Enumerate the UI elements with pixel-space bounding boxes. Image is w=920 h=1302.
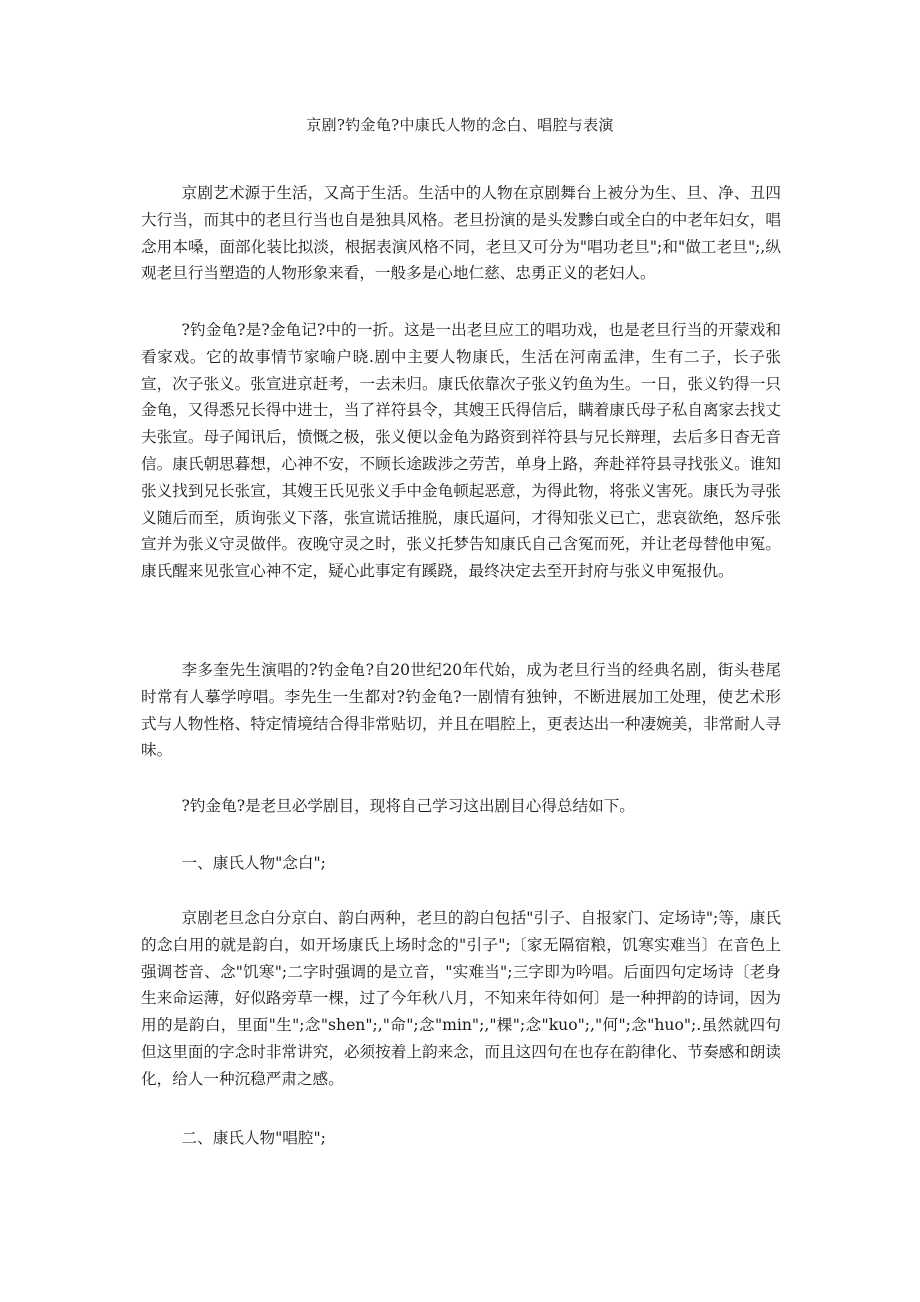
section-heading-recitation: 一、康氏人物"念白"; — [181, 854, 326, 872]
paragraph-intro: 京剧艺术源于生活，又高于生活。生活中的人物在京剧舞台上被分为生、旦、净、丑四大行当，而其中的老旦行当也自是独具风格。老旦扮演的是头发黪白或全白的中老年妇女，唱念用本嗓，面部化装比拟淡，根据表演风格不同，老旦又可分为"唱功老旦";和"做工老旦";,纵观老旦行当塑造的人物形象来看，一般多是心地仁慈、忠勇正义的老妇人。 — [141, 184, 781, 283]
paragraph-recitation: 京剧老旦念白分京白、韵白两种，老旦的韵白包括"引子、自报家门、定场诗";等，康氏的念白用的就是韵白，如开场康氏上场时念的"引子";〔家无隔宿粮，饥寒实难当〕在音色上强调苍音、念"饥寒";二字时强调的是立音，"实难当";三字即为吟唱。后面四句定场诗〔老身生来命运薄，好似路旁草一棵，过了今年秋八月，不知来年待如何〕是一种押韵的诗词，因为用的是韵白，里面"生";念"shen";,"命";念"min";,"棵";念"kuo";,"何";念"huo";.虽然就四句但这里面的字念时非常讲究，必须按着上韵来念，而且这四句在也存在韵律化、节奏感和朗读化，给人一种沉稳严肃之感。 — [141, 909, 781, 1088]
paragraph-story: ?钓金龟?是?金龟记?中的一折。这是一出老旦应工的唱功戏，也是老旦行当的开蒙戏和看家戏。它的故事情节家喻户晓.剧中主要人物康氏，生活在河南孟津，生有二子，长子张宣，次子张义。张宣进京赶考，一去未归。康氏依靠次子张义钓鱼为生。一日，张义钓得一只金龟，又得悉兄长得中进士，当了祥符县令，其嫂王氏得信后，瞒着康氏母子私自离家去找丈夫张宣。母子闻讯后，愤慨之极，张义便以金龟为路资到祥符县与兄长辩理，去后多日杳无音信。康氏朝思暮想，心神不安，不顾长途跋涉之劳苦，单身上路，奔赴祥符县寻找张义。谁知张义找到兄长张宣，其嫂王氏见张义手中金龟顿起恶意，为得此物，将张义害死。康氏为寻张义随后而至，质询张义下落，张宣谎话推脱，康氏逼问，才得知张义已亡，悲哀欲绝，怒斥张宣并为张义守灵做伴。夜晚守灵之时，张义托梦告知康氏自己含冤而死，并让老母替他申冤。康氏醒来见张宣心神不定，疑心此事定有蹊跷，最终决定去至开封府与张义申冤报仇。 — [141, 321, 781, 581]
paragraph-li-duokui: 李多奎先生演唱的?钓金龟?自20世纪20年代始，成为老旦行当的经典名剧，街头巷尾时常有人摹学哼唱。李先生一生都对?钓金龟?一剧情有独钟，不断进展加工处理，使艺术形式与人物性格、特定情境结合得非常贴切，并且在唱腔上，更表达出一种凄婉美，非常耐人寻味。 — [141, 661, 781, 760]
paragraph-summary: ?钓金龟?是老旦必学剧目，现将自己学习这出剧目心得总结如下。 — [181, 797, 635, 815]
document-title: 京剧?钓金龟?中康氏人物的念白、唱腔与表演 — [306, 116, 614, 134]
section-heading-singing: 二、康氏人物"唱腔"; — [181, 1129, 326, 1147]
